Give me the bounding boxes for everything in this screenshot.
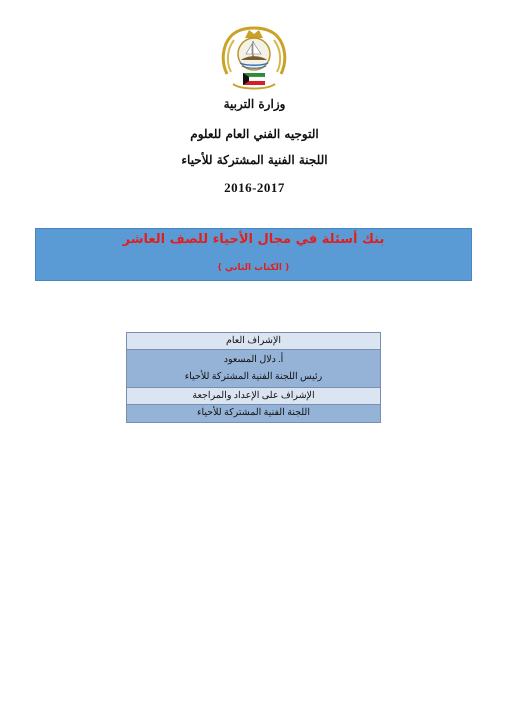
title-banner [35,228,472,281]
supervision-table [126,332,381,423]
book-subtitle: ( الكتاب الثاني ) [217,263,290,273]
committee-name: اللجنة الفنية المشتركة للأحياء [181,153,328,167]
general-supervision-row [127,333,380,350]
guidance-department: التوجيه الفني العام للعلوم [190,127,319,141]
general-supervision-label: الإشراف العام [225,336,281,346]
academic-year: 2016-2017 [224,180,285,195]
ministry-name: وزارة التربية [223,97,286,111]
supervisor-row [127,350,380,388]
prep-review-label: الإشراف على الإعداد والمراجعة [192,391,315,401]
question-bank-title: بنك أسئلة في مجال الأحياء للصف العاشر [122,232,385,247]
prep-review-body: اللجنة الفنية المشتركة للأحياء [197,408,310,418]
supervisor-title: رئيس اللجنة الفنية المشتركة للأحياء [184,372,323,382]
kuwait-emblem-icon [219,24,289,100]
prep-review-row [127,388,380,405]
prep-review-body-row [127,405,380,422]
supervisor-name: أ. دلال المسعود [223,355,284,365]
